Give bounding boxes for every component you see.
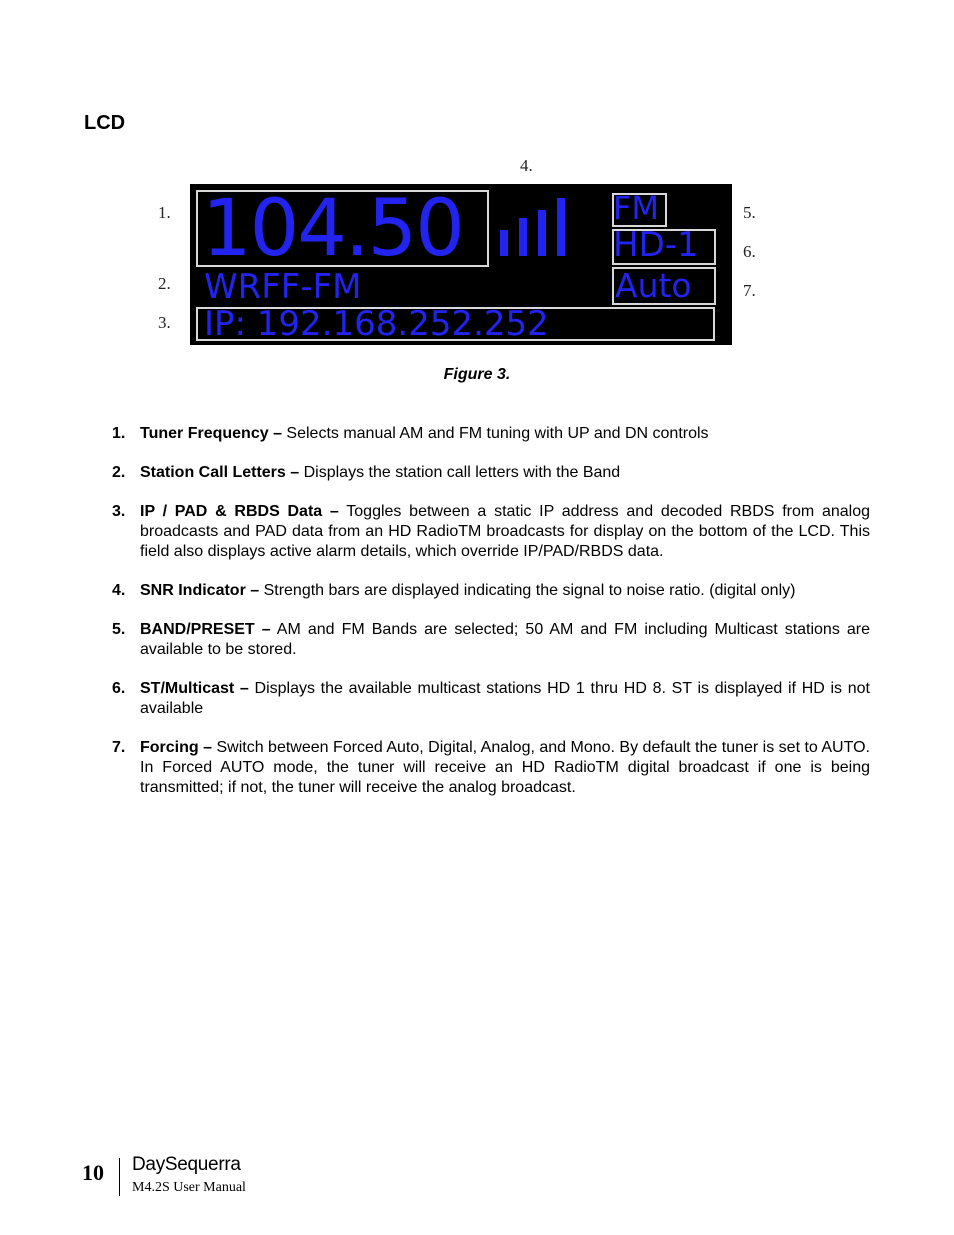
lcd-call-letters: WRFF-FM bbox=[204, 267, 362, 307]
item-term: IP / PAD & RBDS Data – bbox=[140, 503, 339, 520]
item-number: 3. bbox=[112, 503, 126, 520]
lcd-frequency: 104.50 bbox=[202, 184, 463, 274]
lcd-display bbox=[190, 184, 732, 345]
item-number: 2. bbox=[112, 464, 126, 481]
item-number: 5. bbox=[112, 621, 126, 638]
feature-list bbox=[112, 424, 870, 817]
item-text: Displays the available multicast stations HD 1 thru HD 8. ST is displayed if HD is not available bbox=[140, 680, 870, 717]
list-item bbox=[112, 581, 870, 601]
item-term: SNR Indicator – bbox=[140, 582, 260, 599]
snr-bar bbox=[557, 198, 565, 256]
item-text: Displays the station call letters with the Band bbox=[299, 464, 621, 481]
item-number: 4. bbox=[112, 582, 126, 599]
item-text: AM and FM Bands are selected; 50 AM and FM including Multicast stations are available to be stored. bbox=[140, 621, 871, 658]
snr-indicator bbox=[500, 198, 580, 256]
lcd-multicast: HD-1 bbox=[613, 225, 699, 265]
item-term: Station Call Letters – bbox=[140, 464, 300, 481]
footer-divider bbox=[119, 1158, 120, 1196]
item-number: 1. bbox=[112, 425, 126, 442]
figure-caption: Figure 3. bbox=[443, 366, 511, 383]
callout-7: 7. bbox=[743, 281, 756, 300]
snr-bar bbox=[519, 218, 527, 256]
list-item bbox=[112, 502, 870, 562]
callout-3: 3. bbox=[158, 313, 171, 332]
snr-bar bbox=[500, 230, 508, 256]
item-number: 6. bbox=[112, 680, 126, 697]
page-number: 10 bbox=[82, 1160, 104, 1185]
lcd-forcing: Auto bbox=[615, 266, 692, 305]
list-item bbox=[112, 679, 870, 719]
item-text: Toggles between a static IP address and decoded RBDS from analog broadcasts and PAD data from an HD RadioTM broadcasts for display on the bottom of the LCD. This field also displays active alarm details, which override IP/PAD/RBDS data. bbox=[140, 503, 870, 560]
item-text: Switch between Forced Auto, Digital, Analog, and Mono. By default the tuner is set to AUTO. In Forced AUTO mode, the tuner will receive an HD RadioTM digital broadcast if one is being transmitted; if not, the tuner will receive the analog broadcast. bbox=[140, 739, 870, 796]
list-item bbox=[112, 424, 870, 444]
footer-manual-title: M4.2S User Manual bbox=[132, 1180, 246, 1195]
list-item bbox=[112, 620, 870, 660]
item-text: Selects manual AM and FM tuning with UP and DN controls bbox=[281, 425, 709, 442]
callout-5: 5. bbox=[743, 203, 756, 222]
item-term: Tuner Frequency – bbox=[140, 425, 282, 442]
callout-2: 2. bbox=[158, 274, 171, 293]
callout-6: 6. bbox=[743, 242, 756, 261]
section-heading: LCD bbox=[84, 112, 126, 134]
item-term: ST/Multicast – bbox=[140, 680, 249, 697]
item-number: 7. bbox=[112, 739, 126, 756]
footer-brand: DaySequerra bbox=[132, 1154, 241, 1175]
item-term: BAND/PRESET – bbox=[140, 621, 271, 638]
item-term: Forcing – bbox=[140, 739, 213, 756]
callout-4: 4. bbox=[520, 156, 533, 175]
item-text: Strength bars are displayed indicating the signal to noise ratio. (digital only) bbox=[259, 582, 796, 599]
callout-1: 1. bbox=[158, 203, 171, 222]
snr-bar bbox=[538, 210, 546, 256]
list-item bbox=[112, 738, 870, 798]
lcd-ip-line: IP: 192.168.252.252 bbox=[204, 304, 549, 344]
lcd-band: FM bbox=[613, 189, 660, 227]
list-item bbox=[112, 463, 870, 483]
